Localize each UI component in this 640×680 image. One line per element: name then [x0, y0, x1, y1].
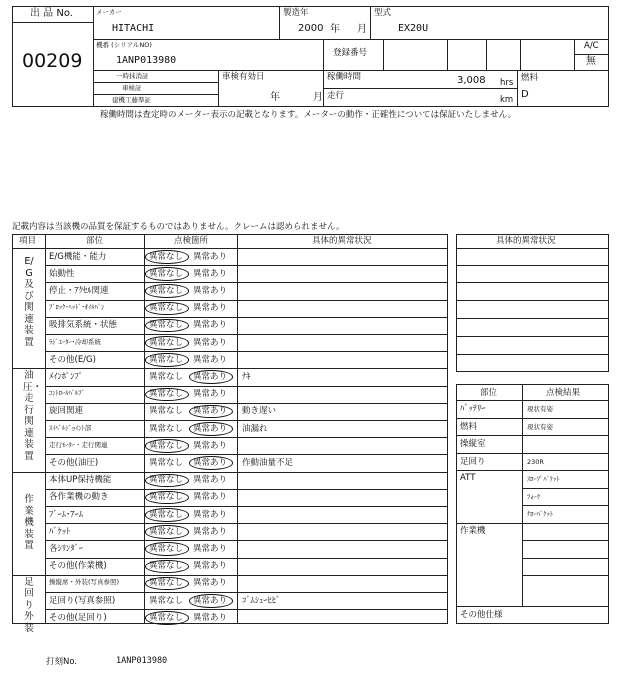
att-item: ﾅﾛｰﾊﾞｹｯﾄ: [527, 510, 553, 518]
col-part-header: 部位: [86, 236, 104, 246]
att-item: ｽﾛｰﾌﾟﾊﾞｹｯﾄ: [527, 475, 560, 483]
footer-stamp-label: 打刻No.: [46, 657, 78, 667]
maker-value: HITACHI: [112, 23, 155, 34]
selection-circle: [145, 388, 189, 402]
normal-option[interactable]: 異常なし: [149, 578, 184, 589]
cert-temp-cancel: 一時抹消証: [116, 72, 149, 80]
serial-label: 機番 (シリアルNO): [96, 41, 152, 49]
group-label: 油圧・走行関連装置: [23, 370, 43, 462]
normal-option[interactable]: 異常なし: [149, 285, 184, 296]
selection-circle: [145, 474, 189, 488]
row-part: その他(足回り): [49, 612, 107, 623]
row-detail: 動き遅い: [242, 406, 277, 417]
row-part: ﾊﾞｹｯﾄ: [49, 526, 71, 537]
result-row-value: 現状有姿: [527, 422, 553, 431]
row-part: ﾌﾞｰﾑ･ｱｰﾑ: [49, 509, 84, 520]
col-detail-header: 具体的異常状況: [312, 236, 372, 246]
row-part: 本体UP保持機能: [49, 475, 112, 486]
col-item-header: 項目: [19, 236, 37, 246]
lot-number: 00209: [22, 50, 83, 72]
selection-circle: [145, 302, 189, 316]
normal-option[interactable]: 異常なし: [149, 251, 184, 262]
work-label: 作業機: [460, 525, 486, 536]
month-unit: 月: [357, 24, 367, 35]
row-detail: 油漏れ: [242, 423, 268, 434]
fuel-value: D: [521, 89, 529, 100]
row-part: ｺﾝﾄﾛｰﾙﾊﾞﾙﾌﾞ: [49, 389, 85, 398]
selection-circle: [145, 284, 189, 298]
selection-circle: [145, 267, 189, 281]
serial-value: 1ANP013980: [116, 55, 177, 66]
normal-option[interactable]: 異常なし: [149, 612, 184, 623]
selection-circle: [145, 250, 189, 264]
result-row-part: ﾊﾞｯﾃﾘｰ: [460, 404, 486, 414]
disclaimer: 記載内容は当該機の品質を保証するものではありません。クレームは認められません。: [12, 222, 345, 232]
hours-value: 3,008: [457, 75, 486, 86]
col-check-header: 点検箇所: [174, 236, 209, 246]
row-part: 停止・ｱｸｾﾙ関連: [49, 285, 109, 296]
row-part: 各ｼﾘﾝﾀﾞｰ: [49, 543, 84, 554]
result-row-part: 操縦室: [460, 439, 486, 449]
ac-value: 無: [586, 56, 596, 67]
abnormal-option[interactable]: 異常あり: [193, 285, 228, 296]
normal-option[interactable]: 異常なし: [149, 371, 184, 382]
year-unit: 年: [330, 24, 340, 35]
row-part: 足回り(写真参照): [49, 595, 116, 606]
selection-circle: [145, 439, 189, 453]
result-row-value: 現状有姿: [527, 405, 553, 413]
normal-option[interactable]: 異常なし: [149, 268, 184, 279]
selection-circle: [145, 508, 189, 522]
result-col-part: 部位: [480, 388, 498, 398]
lot-label: 出 品 No.: [30, 8, 73, 19]
result-col-result: 点検結果: [546, 388, 581, 398]
abnormal-option[interactable]: 異常あり: [193, 595, 228, 606]
header-note: 稼働時間は査定時のメーター表示の記載となります。メーターの動作・正確性については保証いたしません。: [100, 110, 517, 120]
selection-circle: [189, 370, 233, 384]
abnormal-option[interactable]: 異常あり: [193, 440, 228, 451]
row-part: ﾗｼﾞｴｰﾀｰ･冷却系統: [49, 337, 101, 346]
selection-circle: [145, 353, 189, 367]
selection-circle: [189, 422, 233, 436]
abnormal-option[interactable]: 異常あり: [193, 268, 228, 279]
row-part: 各作業機の動き: [49, 492, 109, 503]
model-value: EX20U: [398, 23, 429, 34]
row-detail: ｺﾞﾑｼｭｰﾋﾋﾞ: [242, 595, 281, 606]
abnormal-option[interactable]: 異常あり: [193, 561, 228, 572]
row-part: 走行ﾓｰﾀｰ・走行関連: [49, 440, 108, 449]
abnormal-option[interactable]: 異常あり: [193, 320, 228, 331]
row-detail: 作動油量不足: [242, 457, 294, 468]
result-row-value: 230R: [527, 457, 544, 466]
inspect-month-unit: 月: [313, 92, 323, 103]
normal-option[interactable]: 異常なし: [149, 337, 184, 348]
row-part: 操縦席・外装(写真参照): [49, 578, 120, 587]
att-label: ATT: [460, 473, 476, 483]
selection-circle: [145, 336, 189, 350]
row-part: 始動性: [49, 268, 75, 279]
abnormal-option[interactable]: 異常あり: [193, 457, 228, 468]
abnormal-option[interactable]: 異常あり: [193, 543, 228, 554]
row-part: その他(油圧): [49, 457, 99, 468]
row-part: ｽｲﾍﾞﾙｼﾞｮｲﾝﾄ部: [49, 423, 92, 432]
model-label: 型式: [374, 8, 392, 18]
selection-circle: [145, 525, 189, 539]
result-row-part: 足回り: [460, 456, 486, 467]
reg-label: 登録番号: [333, 48, 368, 58]
normal-option[interactable]: 異常なし: [149, 406, 184, 417]
normal-option[interactable]: 異常なし: [149, 320, 184, 331]
row-part: 吸排気系統・状態: [49, 320, 118, 331]
row-detail: ﾅｷ: [242, 371, 251, 382]
year-value: 2000: [298, 23, 324, 34]
result-row-part: 燃料: [460, 421, 478, 432]
normal-option[interactable]: 異常なし: [149, 303, 184, 314]
other-spec-label: その他仕様: [460, 610, 503, 620]
selection-circle: [145, 560, 189, 574]
abnormal-option[interactable]: 異常あり: [193, 389, 228, 400]
abnormal-option[interactable]: 異常あり: [193, 578, 228, 589]
selection-circle: [189, 456, 233, 470]
row-part: ﾌﾞﾛｯｸ･ﾍｯﾄﾞ･ｵｲﾙﾊﾟﾝ: [49, 303, 105, 312]
inspect-year-unit: 年: [270, 92, 280, 103]
group-label: 足回り外装: [24, 576, 34, 634]
normal-option[interactable]: 異常なし: [149, 543, 184, 554]
normal-option[interactable]: 異常なし: [149, 457, 184, 468]
abnormal-option[interactable]: 異常あり: [193, 509, 228, 520]
abnormal-option[interactable]: 異常あり: [193, 526, 228, 537]
normal-option[interactable]: 異常なし: [149, 595, 184, 606]
normal-option[interactable]: 異常なし: [149, 561, 184, 572]
cert-inspection: 車検証: [122, 84, 142, 92]
selection-circle: [189, 594, 233, 608]
row-part: 旋回関連: [49, 406, 84, 417]
normal-option[interactable]: 異常なし: [149, 509, 184, 520]
abnormal-option[interactable]: 異常あり: [193, 251, 228, 262]
cert-construction: 建機工藤準証: [112, 96, 151, 104]
abnormal-option[interactable]: 異常あり: [193, 492, 228, 503]
right-detail-box: [456, 234, 609, 372]
maker-label: メーカー: [96, 8, 122, 16]
selection-circle: [145, 542, 189, 556]
abnormal-option[interactable]: 異常あり: [193, 371, 228, 382]
normal-option[interactable]: 異常なし: [149, 492, 184, 503]
abnormal-option[interactable]: 異常あり: [193, 337, 228, 348]
group-label: E/G及び関連装置: [24, 256, 34, 348]
abnormal-option[interactable]: 異常あり: [193, 406, 228, 417]
year-label: 製造年: [283, 8, 309, 18]
abnormal-option[interactable]: 異常あり: [193, 354, 228, 365]
km-unit: km: [500, 95, 514, 105]
normal-option[interactable]: 異常なし: [149, 475, 184, 486]
normal-option[interactable]: 異常なし: [149, 526, 184, 537]
row-part: E/G機能・能力: [49, 251, 107, 262]
abnormal-option[interactable]: 異常あり: [193, 423, 228, 434]
fuel-label: 燃料: [521, 73, 539, 83]
normal-option[interactable]: 異常なし: [149, 423, 184, 434]
normal-option[interactable]: 異常なし: [149, 354, 184, 365]
hours-unit: hrs: [500, 78, 514, 88]
footer-stamp-value: 1ANP013980: [116, 656, 168, 666]
normal-option[interactable]: 異常なし: [149, 440, 184, 451]
right-result-box: [456, 384, 609, 624]
travel-label: 走行: [327, 91, 345, 101]
row-part: ﾒｲﾝﾎﾟﾝﾌﾟ: [49, 371, 84, 382]
inspect-label: 車検有効日: [222, 72, 265, 82]
normal-option[interactable]: 異常なし: [149, 389, 184, 400]
row-part: その他(E/G): [49, 354, 96, 365]
hours-label: 稼働時間: [327, 72, 362, 82]
att-item: ﾌｫｰｸ: [527, 492, 540, 501]
abnormal-option[interactable]: 異常あり: [193, 303, 228, 314]
row-part: その他(作業機): [49, 561, 107, 572]
selection-circle: [145, 611, 189, 625]
abnormal-option[interactable]: 異常あり: [193, 475, 228, 486]
ac-label: A/C: [584, 41, 599, 51]
abnormal-option[interactable]: 異常あり: [193, 612, 228, 623]
group-label: 作業機装置: [24, 494, 34, 552]
right-detail-header: 具体的異常状況: [496, 236, 556, 246]
